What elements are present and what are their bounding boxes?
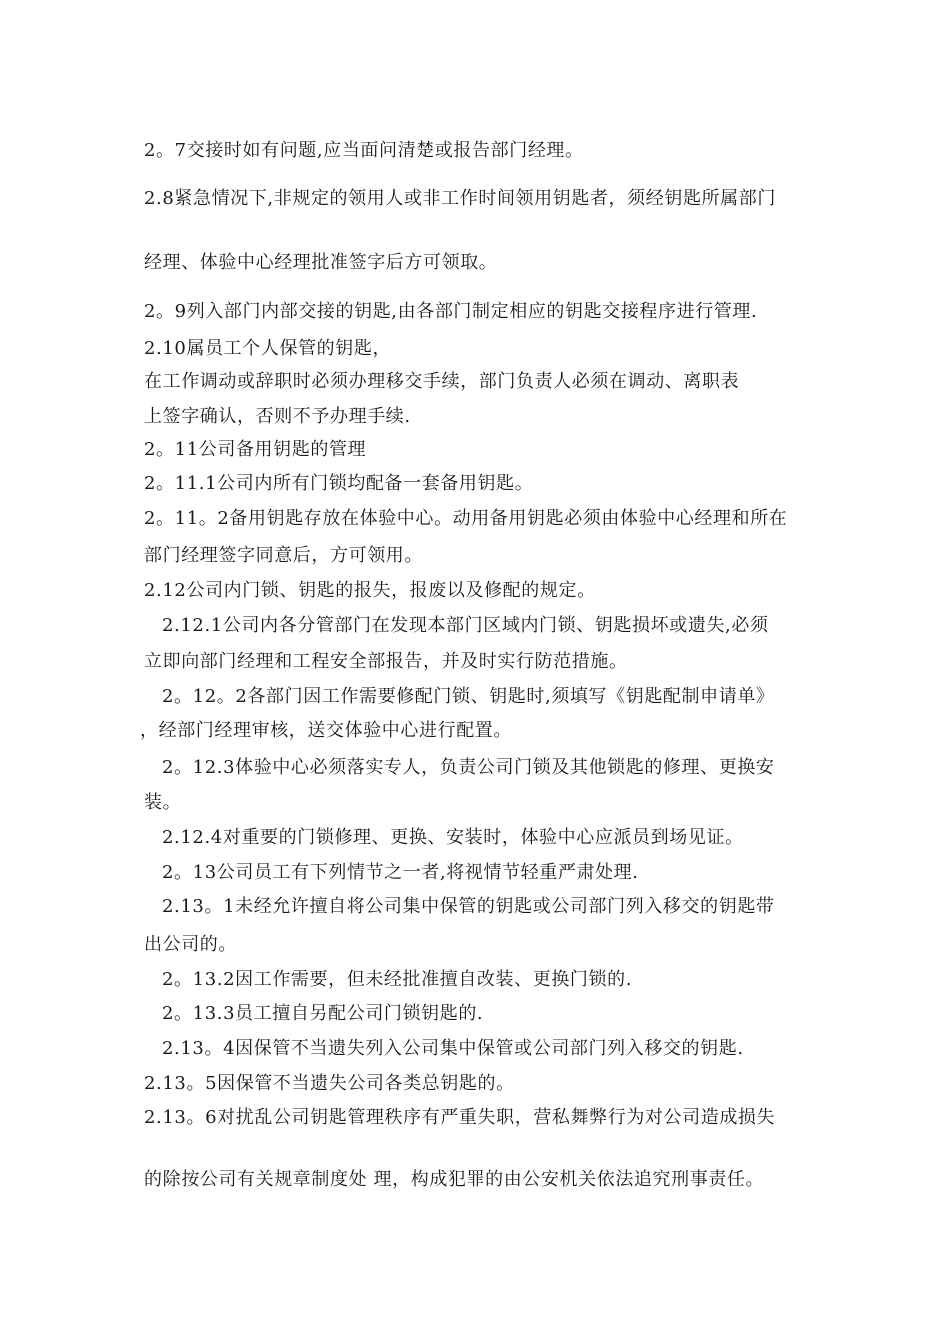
paragraph-2-7: 2。7交接时如有问题,应当面问清楚或报告部门经理。 [144, 140, 584, 161]
paragraph-2-13-4: 2.13。4因保管不当遗失列入公司集中保管或公司部门列入移交的钥匙. [162, 1038, 744, 1059]
paragraph-2-10-line-1: 2.10属员工个人保管的钥匙， [144, 338, 392, 359]
paragraph-2-11-2-line-2: 部门经理签字同意后，方可领用。 [144, 545, 423, 566]
section-2-11-heading: 2。11公司备用钥匙的管理 [144, 439, 367, 460]
section-2-13-heading: 2。13公司员工有下列情节之一者,将视情节轻重严肃处理. [162, 862, 639, 883]
paragraph-2-13-1-line-1: 2.13。1未经允许擅自将公司集中保管的钥匙或公司部门列入移交的钥匙带 [162, 896, 775, 917]
paragraph-2-13-2: 2。13.2因工作需要，但未经批准擅自改装、更换门锁的. [162, 969, 633, 990]
paragraph-2-12-3-line-1: 2。12.3体验中心必须落实专人，负责公司门锁及其他锁匙的修理、更换安 [162, 757, 775, 778]
paragraph-2-9: 2。9列入部门内部交接的钥匙,由各部门制定相应的钥匙交接程序进行管理. [144, 301, 758, 322]
paragraph-2-13-6-line-2: 的除按公司有关规章制度处 理，构成犯罪的由公安机关依法追究刑事责任。 [144, 1169, 765, 1190]
paragraph-2-11-2-line-1: 2。11。2备用钥匙存放在体验中心。动用备用钥匙必须由体验中心经理和所在 [144, 508, 788, 529]
paragraph-2-10-line-3: 上签字确认，否则不予办理手续. [144, 406, 411, 427]
paragraph-2-8-line-1: 2.8紧急情况下,非规定的领用人或非工作时间领用钥匙者，须经钥匙所属部门 [144, 188, 776, 209]
paragraph-2-13-1-line-2: 出公司的。 [144, 934, 237, 955]
paragraph-2-12-2-line-1: 2。12。2各部门因工作需要修配门锁、钥匙时,须填写《钥匙配制申请单》 [162, 686, 775, 707]
paragraph-2-10-line-2: 在工作调动或辞职时必须办理移交手续，部门负责人必须在调动、离职表 [144, 371, 740, 392]
paragraph-2-12-1-line-2: 立即向部门经理和工程安全部报告，并及时实行防范措施。 [144, 651, 628, 672]
section-2-12-heading: 2.12公司内门锁、钥匙的报失，报废以及修配的规定。 [144, 580, 596, 601]
paragraph-2-8-line-2: 经理、体验中心经理批准签字后方可领取。 [144, 252, 498, 273]
paragraph-2-13-3: 2。13.3员工擅自另配公司门锁钥匙的. [162, 1003, 484, 1024]
paragraph-2-12-4: 2.12.4对重要的门锁修理、更换、安装时，体验中心应派员到场见证。 [162, 827, 744, 848]
paragraph-2-12-2-line-2: ，经部门经理审核，送交体验中心进行配置。 [140, 720, 512, 741]
paragraph-2-13-6-line-1: 2.13。6对扰乱公司钥匙管理秩序有严重失职，营私舞弊行为对公司造成损失 [144, 1107, 776, 1128]
paragraph-2-11-1: 2。11.1公司内所有门锁均配备一套备用钥匙。 [144, 473, 534, 494]
paragraph-2-12-3-line-2: 装。 [144, 792, 182, 813]
paragraph-2-12-1-line-1: 2.12.1公司内各分管部门在发现本部门区域内门锁、钥匙损坏或遗失,必须 [162, 615, 769, 636]
paragraph-2-13-5: 2.13。5因保管不当遗失公司各类总钥匙的。 [144, 1073, 515, 1094]
